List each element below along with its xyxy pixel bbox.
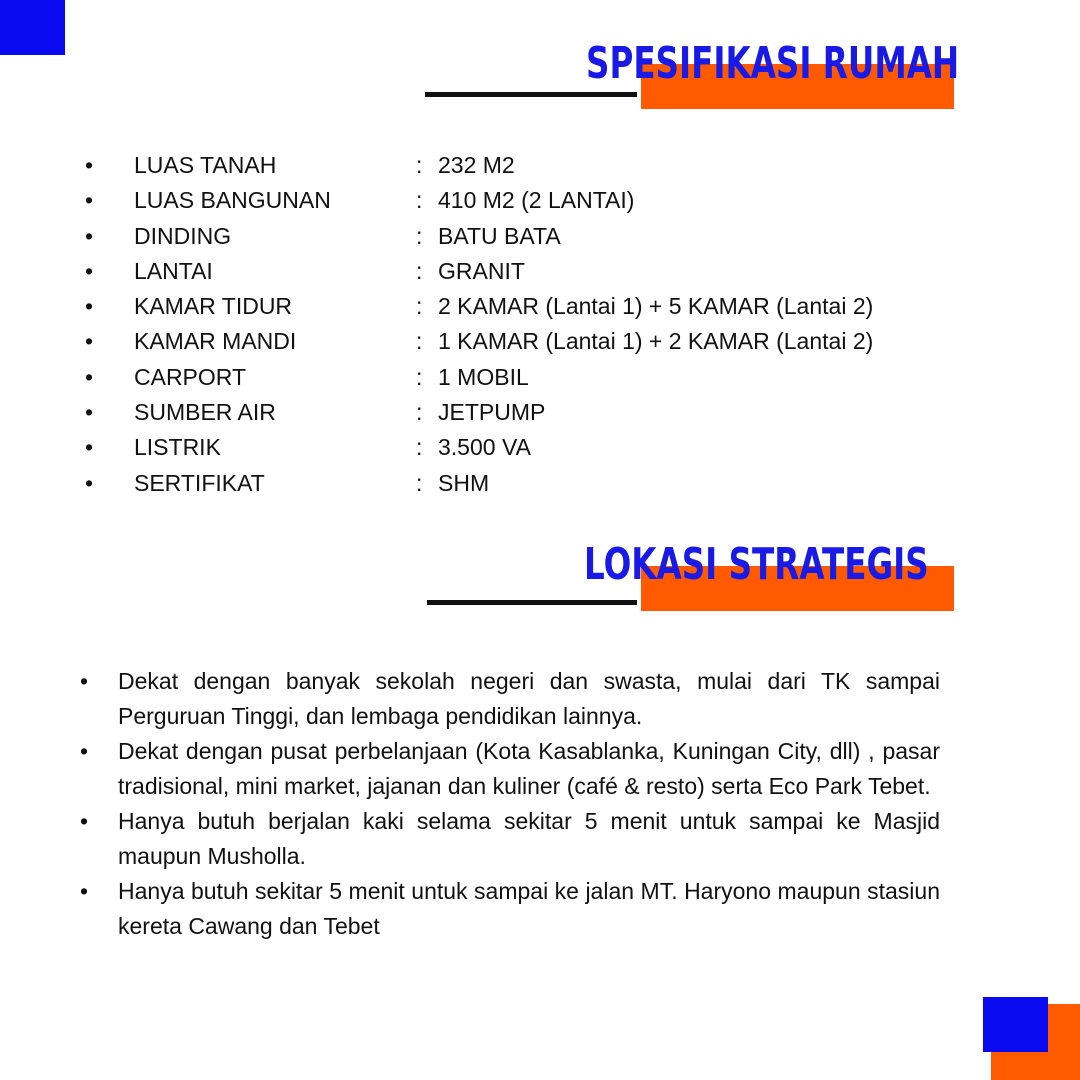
- bullet-icon: •: [85, 222, 94, 249]
- spec-row: [85, 219, 985, 254]
- spec-value: 410 M2 (2 LANTAI): [438, 187, 635, 214]
- spec-colon: :: [416, 257, 423, 284]
- spec-value: 1 MOBIL: [438, 363, 529, 390]
- bullet-icon: •: [85, 363, 94, 390]
- spec-label: SERTIFIKAT: [134, 469, 265, 496]
- location-text: Hanya butuh berjalan kaki selama sekitar 5 menit untuk sampai ke Masjid maupun Musholla.: [118, 808, 940, 869]
- bullet-icon: •: [85, 399, 94, 426]
- spec-colon: :: [416, 328, 423, 355]
- spec-label: KAMAR MANDI: [134, 328, 297, 355]
- spec-colon: :: [416, 152, 423, 178]
- spec-value: SHM: [438, 469, 490, 496]
- location-item: [80, 874, 940, 944]
- spec-colon: :: [416, 293, 423, 320]
- spec-list: [85, 148, 985, 501]
- location-item: [80, 664, 940, 734]
- spec-colon: :: [416, 222, 423, 249]
- spec-value: 232 M2: [438, 152, 515, 178]
- heading-underline: [425, 92, 637, 97]
- spec-row: [85, 466, 985, 501]
- bullet-icon: •: [85, 152, 94, 178]
- spec-row: [85, 148, 985, 183]
- spec-value: GRANIT: [438, 257, 525, 284]
- bullet-icon: •: [80, 878, 89, 904]
- spec-value: BATU BATA: [438, 222, 561, 249]
- spec-label: LANTAI: [134, 257, 213, 284]
- location-text: Dekat dengan banyak sekolah negeri dan swasta, mulai dari TK sampai Perguruan Tinggi, dan lembaga pendidikan lainnya.: [118, 668, 940, 729]
- location-text: Dekat dengan pusat perbelanjaan (Kota Kasablanka, Kuningan City, dll) , pasar tradisional, mini market, jajanan dan kuliner (café & resto) serta Eco Park Tebet.: [118, 738, 940, 799]
- spec-row: [85, 183, 985, 218]
- spec-colon: :: [416, 469, 423, 496]
- spec-label: LUAS TANAH: [134, 152, 277, 178]
- location-item: [80, 734, 940, 804]
- spec-label: LISTRIK: [134, 434, 221, 461]
- spec-label: DINDING: [134, 222, 232, 249]
- location-text: Hanya butuh sekitar 5 menit untuk sampai ke jalan MT. Haryono maupun stasiun kereta Cawang dan Tebet: [118, 878, 940, 939]
- location-section-title: LOKASI STRATEGIS: [584, 539, 929, 590]
- bullet-icon: •: [85, 434, 94, 461]
- spec-colon: :: [416, 434, 423, 461]
- spec-section-title: SPESIFIKASI RUMAH: [586, 38, 960, 89]
- spec-colon: :: [416, 399, 423, 426]
- bullet-icon: •: [80, 668, 89, 694]
- location-item: [80, 804, 940, 874]
- spec-value: 3.500 VA: [438, 434, 531, 461]
- spec-row: [85, 289, 985, 324]
- spec-label: KAMAR TIDUR: [134, 293, 293, 320]
- bullet-icon: •: [85, 187, 94, 214]
- location-list: [80, 664, 940, 944]
- spec-value: 1 KAMAR (Lantai 1) + 2 KAMAR (Lantai 2): [438, 328, 874, 355]
- spec-row: [85, 395, 985, 430]
- spec-colon: :: [416, 363, 423, 390]
- spec-row: [85, 360, 985, 395]
- bullet-icon: •: [85, 257, 94, 284]
- spec-row: [85, 324, 985, 359]
- corner-decoration-top-left: [0, 0, 65, 55]
- spec-colon: :: [416, 187, 423, 214]
- bullet-icon: •: [85, 469, 94, 496]
- spec-label: LUAS BANGUNAN: [134, 187, 331, 214]
- bullet-icon: •: [80, 808, 89, 834]
- bullet-icon: •: [85, 328, 94, 355]
- bullet-icon: •: [80, 738, 89, 764]
- spec-row: [85, 430, 985, 465]
- spec-value: 2 KAMAR (Lantai 1) + 5 KAMAR (Lantai 2): [438, 293, 874, 320]
- spec-row: [85, 254, 985, 289]
- heading-underline: [427, 600, 637, 605]
- bullet-icon: •: [85, 293, 94, 320]
- spec-label: SUMBER AIR: [134, 399, 276, 426]
- spec-value: JETPUMP: [438, 399, 546, 426]
- spec-label: CARPORT: [134, 363, 247, 390]
- corner-decoration-bottom-right-blue: [983, 997, 1048, 1052]
